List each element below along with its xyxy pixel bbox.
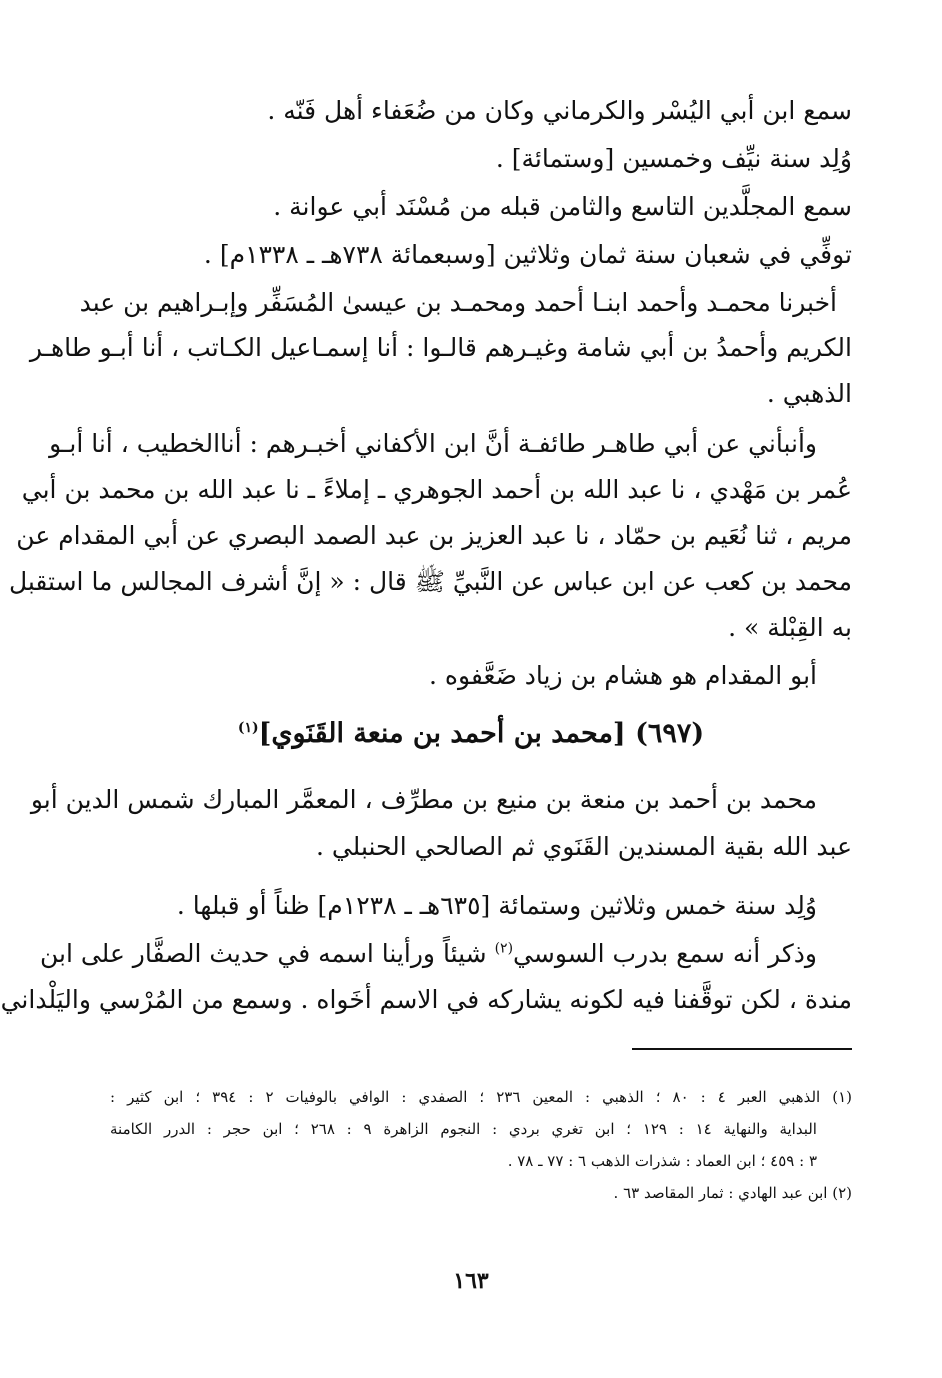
footnote-marker: (٢) (494, 940, 514, 957)
text-line: أبو المقدام هو هشام بن زياد ضَعَّفوه . (428, 661, 817, 690)
footnote-line: ٣ : ٤٥٩ ؛ ابن العماد : شذرات الذهب ٦ : ٧٧ ـ ٧٨ . (507, 1152, 817, 1170)
text-line: محمد بن كعب عن ابن عباس عن النَّبيِّ ﷺ قال : « إنَّ أشرف المجالس ما استقبل (8, 567, 852, 596)
footnote-line: البداية والنهاية ١٤ : ١٢٩ ؛ ابن تغري بردي : النجوم الزاهرة ٩ : ٢٦٨ ؛ ابن حجر : الدرر الكامنة (110, 1120, 817, 1138)
text-segment: وذكر أنه سمع بدرب السوسي (513, 939, 817, 968)
text-line: الكريم وأحمدُ بن أبي شامة وغيـرهم قالـوا : أنا إسمـاعيل الكـاتب ، أنا أبـو طاهـر (29, 333, 852, 362)
text-line: سمع ابن أبي اليُسْر والكرماني وكان من ضُعَفاء أهل فَنّه . (267, 96, 852, 125)
text-line: وُلِد سنة نيِّف وخمسين [وستمائة] . (495, 144, 852, 173)
text-line: عبد الله بقية المسندين القَنَوي ثم الصالحي الحنبلي . (315, 832, 852, 861)
entry-heading-text: (٦٩٧) [محمد بن أحمد بن منعة القَنَوي] (258, 718, 705, 749)
text-line: سمع المجلَّدين التاسع والثامن قبله من مُسْنَد أبي عوانة . (273, 192, 852, 221)
text-line: وُلِد سنة خمس وثلاثين وستمائة [٦٣٥هـ ـ ١٢٣٨م] ظناً أو قبلها . (176, 891, 817, 920)
text-line: مندة ، لكن توقَّفنا فيه لكونه يشاركه في الاسم أخَواه . وسمع من المُرْسي واليَلْداني (0, 985, 852, 1014)
footnote-line: (٢) ابن عبد الهادي : ثمار المقاصد ٦٣ . (613, 1184, 852, 1202)
text-line: عُمر بن مَهْدي ، نا عبد الله بن أحمد الجوهري ـ إملاءً ـ نا عبد الله بن محمد بن أبي (21, 475, 852, 504)
page-number: ١٦٣ (453, 1268, 489, 1294)
text-line: محمد بن أحمد بن منعة بن منيع بن مطرِّف ، المعمَّر المبارك شمس الدين أبو (30, 785, 817, 814)
footnote-line: (١) الذهبي العبر ٤ : ٨٠ ؛ الذهبي : المعين ٢٣٦ ؛ الصفدي : الوافي بالوفيات ٢ : ٣٩٤ ؛ ابن كثير : (110, 1088, 852, 1106)
text-line: وأنبأني عن أبي طاهـر طائفـة أنَّ ابن الأكفاني أخبـرهم : أناالخطيب ، أنا أبـو (49, 429, 817, 458)
text-line: به القِبْلة » . (728, 613, 852, 642)
footnote-divider (632, 1048, 852, 1050)
text-line: الذهبي . (766, 379, 852, 408)
text-segment: شيئاً ورأينا اسمه في حديث الصفَّار على ابن (39, 939, 495, 968)
text-line (39, 938, 817, 969)
text-line: أخبرنا محمـد وأحمد ابنـا أحمد ومحمـد بن عيسىٰ المُسَفِّر وإبـراهيم بن عبد (79, 288, 837, 317)
entry-heading (0, 718, 942, 749)
text-line: توفِّي في شعبان سنة ثمان وثلاثين [وسبعمائة ٧٣٨هـ ـ ١٣٣٨م] . (203, 240, 852, 269)
footnote-marker: (١) (237, 720, 259, 736)
text-line: مريم ، ثنا نُعَيم بن حمّاد ، نا عبد العزيز بن عبد الصمد البصري عن أبي المقدام عن (16, 521, 852, 550)
